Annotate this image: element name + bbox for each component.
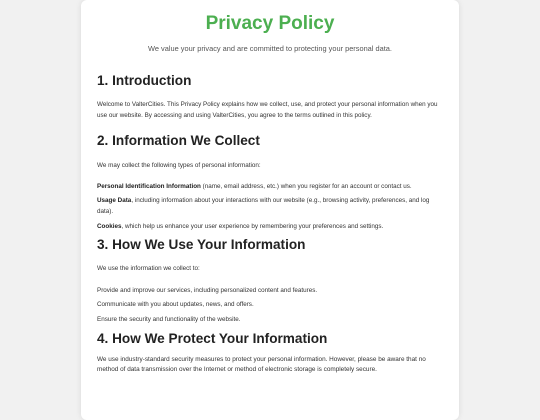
information-item-term: Usage Data: [97, 197, 132, 205]
information-intro: We may collect the following types of personal information:: [97, 162, 261, 170]
information-item-term: Cookies: [97, 222, 122, 230]
usage-intro: We use the information we collect to:: [97, 265, 200, 273]
information-item-usage: [97, 196, 443, 217]
section-heading-how-we-use: 3. How We Use Your Information: [97, 237, 306, 253]
page-title: Privacy Policy: [205, 13, 335, 34]
protection-paragraph: We use industry-standard security measures to protect your personal information. However, please be aware that no method of data transmission over the Internet or method of electronic storage is completely secure.: [97, 355, 426, 374]
information-item-personal: [97, 182, 443, 193]
page-subtitle: We value your privacy and are committed to protecting your personal data.: [148, 44, 392, 53]
usage-item: Ensure the security and functionality of the website.: [97, 315, 241, 323]
section-heading-introduction: 1. Introduction: [97, 73, 192, 88]
introduction-paragraph: Welcome to ValterCities. This Privacy Policy explains how we collect, use, and protect your personal information when you use our website. By accessing and using ValterCities, you agree to the terms outlined in this policy.: [97, 101, 438, 119]
policy-card: [81, 0, 459, 420]
section-heading-information-we-collect: 2. Information We Collect: [97, 133, 260, 149]
information-item-term: Personal Identification Information: [97, 182, 201, 190]
usage-item: Communicate with you about updates, news, and offers.: [97, 301, 254, 309]
section-heading-how-we-protect: 4. How We Protect Your Information: [97, 330, 328, 346]
information-item-text: , including information about your interactions with our website (e.g., browsing activity, preferences, and log data).: [97, 197, 430, 215]
usage-item: Provide and improve our services, including personalized content and features.: [97, 286, 318, 294]
information-item-cookies: [97, 222, 443, 233]
information-item-text: (name, email address, etc.) when you register for an account or contact us.: [200, 182, 412, 190]
information-item-text: , which help us enhance your user experience by remembering your preferences and settings.: [121, 222, 384, 230]
